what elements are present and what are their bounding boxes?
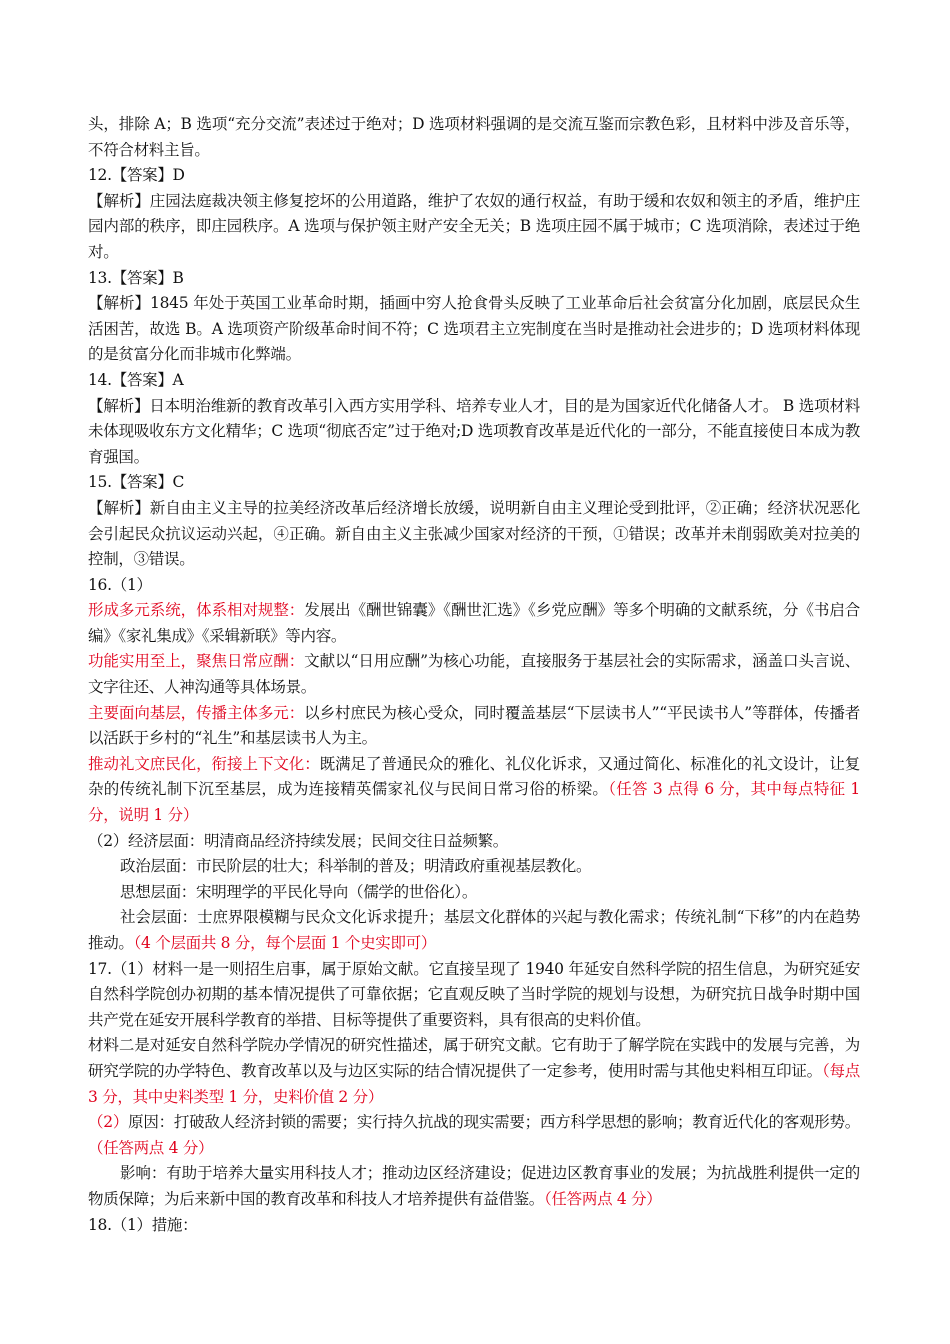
answer-paragraph	[88, 573, 860, 599]
answer-text: 12.【答案】D	[88, 166, 185, 185]
answer-text: 社会层面：士庶界限模糊与民众文化诉求提升；基层文化群体的兴起与教化需求；传统礼制“下移”的内在趋势推动。	[88, 908, 860, 952]
answer-paragraph	[88, 1213, 860, 1239]
answer-paragraph	[88, 163, 860, 189]
answer-paragraph	[88, 470, 860, 496]
answer-text: 【解析】1845 年处于英国工业革命时期，插画中穷人抢食骨头反映了工业革命后社会贫富分化加剧，底层民众生活困苦，故选 B。A 选项资产阶级革命时间不符；C 选项君主立宪制度在当时是推动社会进步的；D 选项材料体现的是贫富分化而非城市化弊端。	[88, 294, 860, 364]
answer-paragraph	[88, 880, 860, 906]
answer-paragraph	[88, 1110, 860, 1161]
answer-text: 16.（1）	[88, 575, 152, 594]
answer-text: 18.（1）措施：	[88, 1215, 198, 1234]
answer-text: 【解析】日本明治维新的教育改革引入西方实用学科、培养专业人才，目的是为国家近代化储备人才。 B 选项材料未体现吸收东方文化精华；C 选项“彻底否定”过于绝对;D 选项教育改革是近代化的一部分，不能直接使日本成为教育强国。	[88, 396, 860, 466]
answer-text: 材料二是对延安自然科学院办学情况的研究性描述，属于研究文献。它有助于了解学院在实践中的发展与完善，为研究学院的办学特色、教育改革以及与边区实际的结合情况提供了一定参考，使用时需与其他史料相互印证。	[88, 1036, 860, 1080]
answer-text: 原因：打破敌人经济封锁的需要；实行持久抗战的现实需要；西方科学思想的影响；教育近代化的客观形势。	[128, 1113, 860, 1132]
answer-paragraph	[88, 112, 860, 163]
answer-text: 发展出《酬世锦囊》《酬世汇选》《乡党应酬》等多个明确的文献系统，分《书启合编》《家礼集成》《采辑新联》等内容。	[88, 601, 860, 645]
answer-text: 【解析】新自由主义主导的拉美经济改革后经济增长放缓，说明新自由主义理论受到批评，②正确；经济状况恶化会引起民众抗议运动兴起，④正确。新自由主义主张减少国家对经济的干预，①错误；改革并未削弱欧美对拉美的控制，③错误。	[88, 498, 860, 569]
answer-text: 17.（1）材料一是一则招生启事，属于原始文献。它直接呈现了 1940 年延安自然科学院的招生信息，为研究延安自然科学院创办初期的基本情况提供了可靠依据；它直观反映了当时学院的规划与设想，为研究抗日战争时期中国共产党在延安开展科学教育的举措、目标等提供了重要资料，具有很高的史料价值。	[88, 959, 860, 1029]
answer-paragraph	[88, 266, 860, 292]
answer-paragraph	[88, 905, 860, 956]
answer-text: 既满足了普通民众的雅化、礼仪化诉求，又通过简化、标准化的礼文设计，让复杂的传统礼制下沉至基层，成为连接精英儒家礼仪与民间日常习俗的桥梁。	[88, 754, 860, 799]
scoring-highlight-text: 主要面向基层，传播主体多元：	[88, 703, 305, 722]
answer-paragraph	[88, 854, 860, 880]
answer-text: 14.【答案】A	[88, 370, 184, 389]
answer-text: 思想层面：宋明理学的平民化导向（儒学的世俗化）。	[120, 882, 478, 901]
answer-paragraph	[88, 829, 860, 855]
answer-paragraph	[88, 1033, 860, 1110]
scoring-highlight-text: （2）	[88, 1113, 129, 1132]
answer-text: 以乡村庶民为核心受众，同时覆盖基层“下层读书人”“平民读书人”等群体，传播者以活跃于乡村的“礼生”和基层读书人为主。	[88, 703, 860, 748]
answer-paragraph	[88, 394, 860, 471]
answer-paragraph	[88, 189, 860, 266]
answer-paragraph	[88, 957, 860, 1034]
scoring-highlight-text: （4 个层面共 8 分，每个层面 1 个史实即可）	[133, 934, 437, 952]
answer-text: 政治层面：市民阶层的壮大；科举制的普及；明清政府重视基层教化。	[120, 857, 592, 876]
answer-paragraph	[88, 701, 860, 752]
scoring-highlight-text: 形成多元系统，体系相对规整：	[88, 601, 305, 620]
answer-paragraph	[88, 291, 860, 368]
answer-paragraph	[88, 368, 860, 394]
answer-text: 影响：有助于培养大量实用科技人才；推动边区经济建设；促进边区教育事业的发展；为抗战胜利提供一定的物质保障；为后来新中国的教育改革和科技人才培养提供有益借鉴。	[88, 1164, 860, 1208]
scoring-highlight-text: （每点 3 分，其中史料类型 1 分，史料价值 2 分）	[88, 1061, 861, 1106]
answer-paragraph	[88, 496, 860, 573]
answer-paragraph	[88, 649, 860, 700]
scoring-highlight-text: 推动礼文庶民化，衔接上下文化：	[88, 754, 320, 773]
answer-text: 头，排除 A；B 选项“充分交流”表述过于绝对；D 选项材料强调的是交流互鉴而宗教色彩，且材料中涉及音乐等，不符合材料主旨。	[88, 115, 860, 159]
answer-paragraph	[88, 752, 860, 829]
answer-content	[88, 112, 860, 1238]
answer-text: 文献以“日用应酬”为核心功能，直接服务于基层社会的实际需求，涵盖口头言说、文字往还、人神沟通等具体场景。	[88, 652, 860, 697]
scoring-highlight-text: （任答 3 点得 6 分，其中每点特征 1 分，说明 1 分）	[88, 780, 860, 825]
answer-text: 【解析】庄园法庭裁决领主修复挖坏的公用道路，维护了农奴的通行权益，有助于缓和农奴和领主的矛盾，维护庄园内部的秩序，即庄园秩序。A 选项与保护领主财产安全无关；B 选项庄园不属于城市；C 选项消除，表述过于绝对。	[88, 191, 860, 261]
scoring-highlight-text: （任答两点 4 分）	[544, 1189, 662, 1208]
answer-text: （2）经济层面：明清商品经济持续发展；民间交往日益频繁。	[88, 831, 508, 850]
answer-text: 15.【答案】C	[88, 473, 185, 492]
answer-paragraph	[88, 598, 860, 649]
scoring-highlight-text: 功能实用至上，聚焦日常应酬：	[88, 652, 305, 671]
scoring-highlight-text: （任答两点 4 分）	[88, 1138, 214, 1157]
answer-paragraph	[88, 1161, 860, 1212]
answer-text: 13.【答案】B	[88, 268, 184, 287]
